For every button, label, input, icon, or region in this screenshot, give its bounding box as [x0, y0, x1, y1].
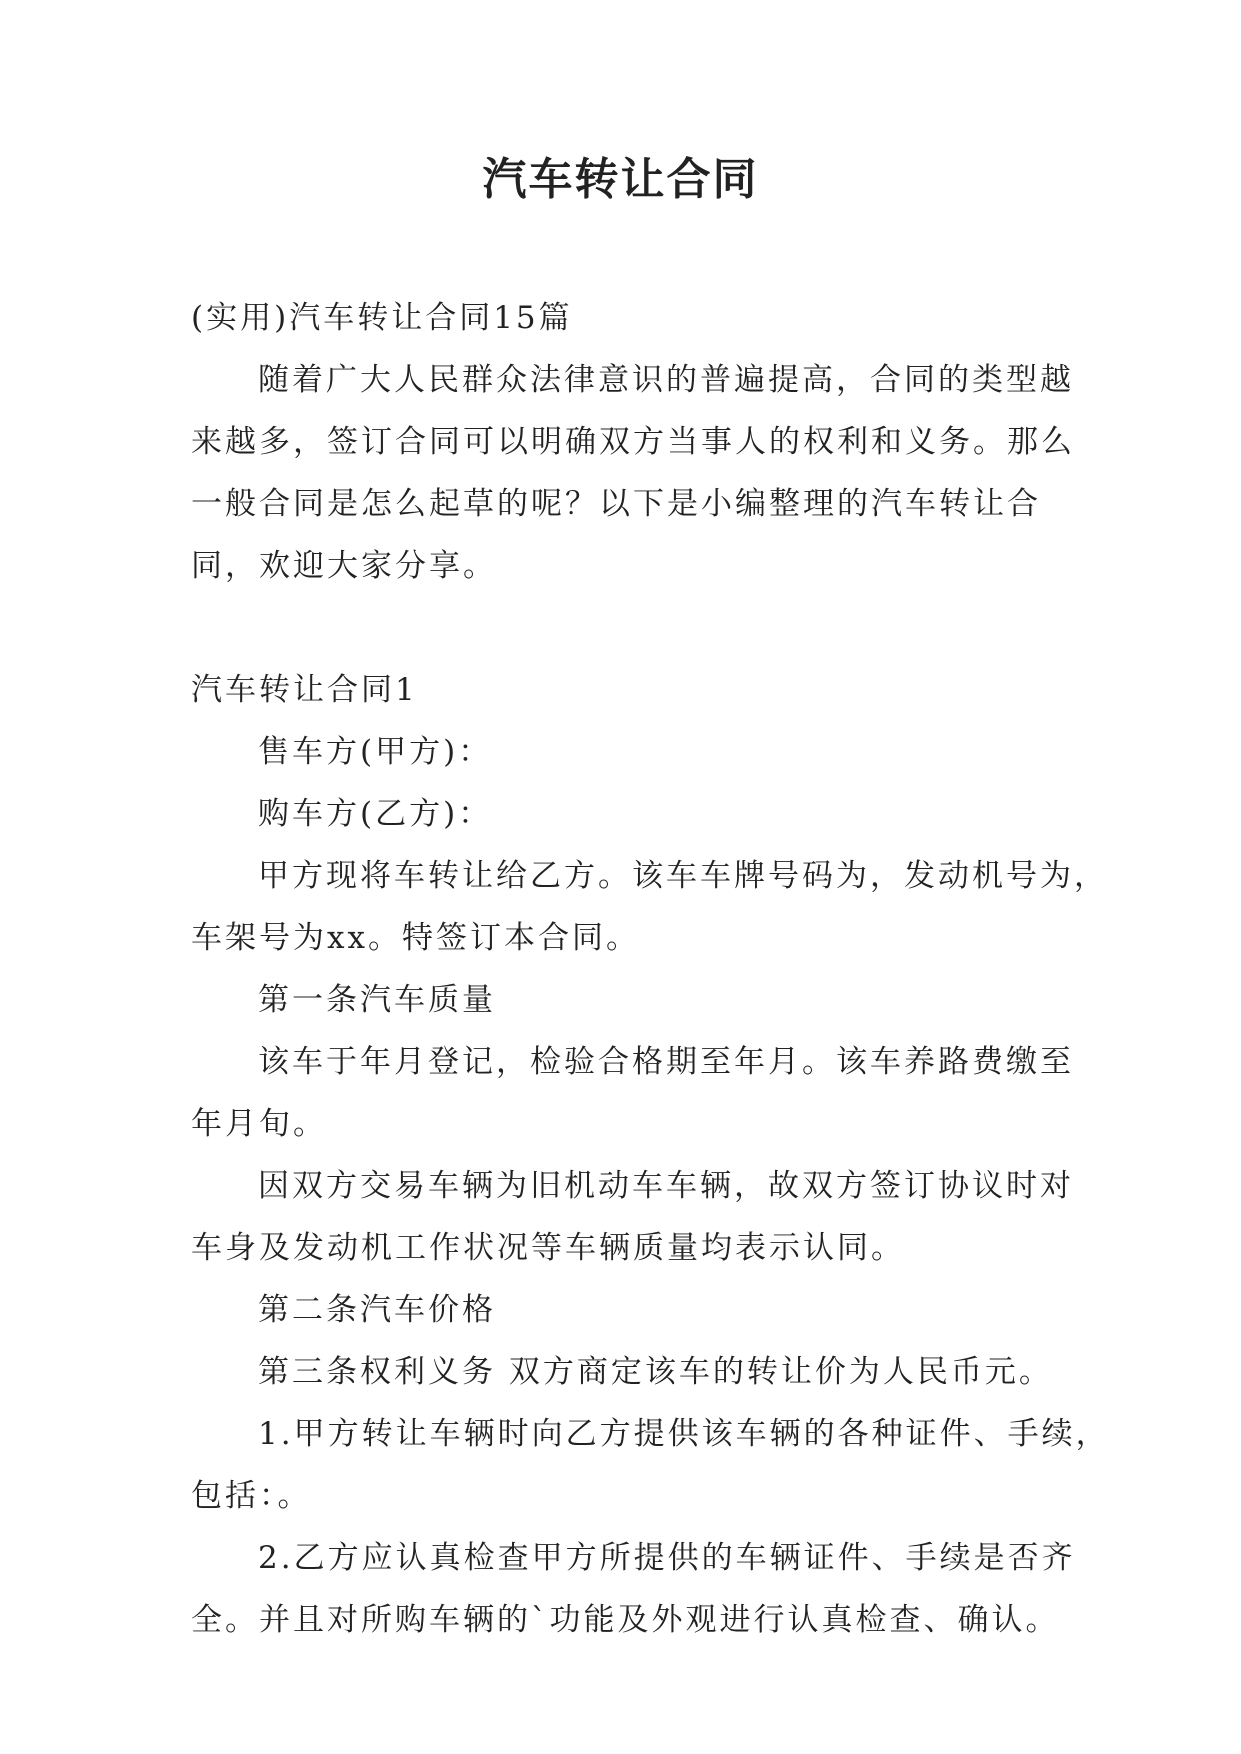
paragraph-line: 2.乙方应认真检查甲方所提供的车辆证件、手续是否齐: [258, 1540, 1076, 1576]
clause-heading: 第一条汽车质量: [258, 982, 496, 1018]
subtitle-line: (实用)汽车转让合同15篇: [191, 300, 573, 336]
paragraph-line: 年月旬。: [191, 1106, 327, 1142]
paragraph-line: 随着广大人民群众法律意识的普遍提高，合同的类型越: [258, 362, 1074, 398]
paragraph-line: 购车方(乙方)：: [258, 796, 493, 832]
paragraph-line: 全。并且对所购车辆的`功能及外观进行认真检查、确认。: [191, 1602, 1060, 1638]
paragraph-line: 售车方(甲方)：: [258, 734, 493, 770]
paragraph-line: 甲方现将车转让给乙方。该车车牌号码为，发动机号为，: [258, 858, 1108, 894]
paragraph-line: 来越多，签订合同可以明确双方当事人的权利和义务。那么: [191, 424, 1075, 460]
section-heading: 汽车转让合同1: [191, 672, 418, 708]
document-body: [191, 287, 1110, 1651]
spacer: [191, 597, 1051, 659]
paragraph-line: 因双方交易车辆为旧机动车车辆，故双方签订协议时对: [258, 1168, 1074, 1204]
paragraph-line: 包括：。: [191, 1478, 312, 1514]
paragraph-line: 同，欢迎大家分享。: [191, 548, 497, 584]
paragraph-line: 一般合同是怎么起草的呢？以下是小编整理的汽车转让合: [191, 486, 1041, 522]
paragraph-line: 车架号为xx。特签订本合同。: [191, 920, 640, 956]
paragraph-line: 车身及发动机工作状况等车辆质量均表示认同。: [191, 1230, 905, 1266]
document-title: 汽车转让合同: [482, 154, 759, 205]
paragraph-line: 该车于年月登记，检验合格期至年月。该车养路费缴至: [258, 1044, 1074, 1080]
clause-heading: 第二条汽车价格: [258, 1292, 496, 1328]
paragraph-line: 第三条权利义务 双方商定该车的转让价为人民币元。: [258, 1354, 1053, 1390]
paragraph-line: 1.甲方转让车辆时向乙方提供该车辆的各种证件、手续，: [258, 1416, 1110, 1452]
